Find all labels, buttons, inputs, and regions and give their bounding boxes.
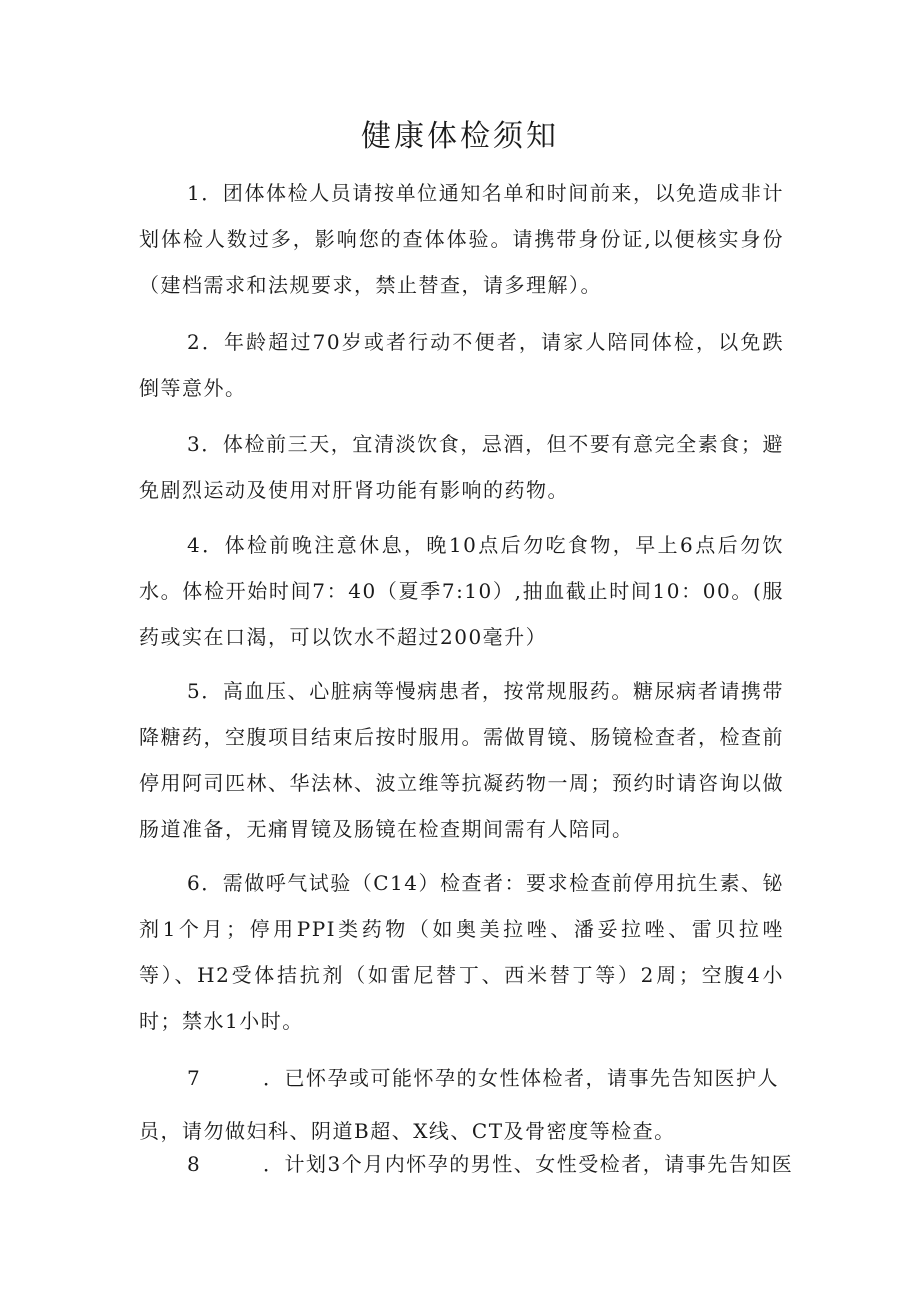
notice-item-8 bbox=[139, 1141, 794, 1187]
notice-item-3: 3．体检前三天，宜清淡饮食，忌酒，但不要有意完全素食；避免剧烈运动及使用对肝肾功能有影响的药物。 bbox=[139, 432, 784, 502]
item-number: 8 bbox=[187, 1152, 202, 1176]
notice-item-5: 5．高血压、心脏病等慢病患者，按常规服药。糖尿病者请携带降糖药，空腹项目结束后按时服用。需做胃镜、肠镜检查者，检查前停用阿司匹林、华法林、波立维等抗凝药物一周；预约时请咨询以做肠道准备，无痛胃镜及肠镜在检查期间需有人陪同。 bbox=[139, 679, 784, 841]
notice-item-4: 4．体检前晚注意休息，晚10点后勿吃食物，早上6点后勿饮水。体检开始时间7：40（夏季7:10）,抽血截止时间10：00。(服药或实在口渴，可以饮水不超过200毫升） bbox=[139, 533, 784, 649]
item-number: 7 bbox=[187, 1066, 202, 1090]
item-text: ．计划3个月内怀孕的男性、女性受检者，请事先告知医 bbox=[263, 1152, 794, 1176]
notice-item-6: 6．需做呼气试验（C14）检查者：要求检查前停用抗生素、铋剂1个月；停用PPI类药物（如奥美拉唑、潘妥拉唑、雷贝拉唑等）、H2受体拮抗剂（如雷尼替丁、西米替丁等）2周；空腹4小时；禁水1小时。 bbox=[139, 871, 784, 1033]
notice-item-7 bbox=[139, 1055, 784, 1101]
notice-item-2: 2．年龄超过70岁或者行动不便者，请家人陪同体检，以免跌倒等意外。 bbox=[139, 330, 784, 400]
item-text: ．已怀孕或可能怀孕的女性体检者，请事先告知医护人 bbox=[263, 1066, 779, 1090]
page-title: 健康体检须知 bbox=[361, 119, 559, 154]
notice-item-7-continuation: 员，请勿做妇科、阴道B超、X线、CT及骨密度等检查。 bbox=[139, 1119, 676, 1143]
notice-item-1: 1．团体体检人员请按单位通知名单和时间前来，以免造成非计划体检人数过多，影响您的查体体验。请携带身份证,以便核实身份（建档需求和法规要求，禁止替查，请多理解）。 bbox=[139, 181, 784, 297]
